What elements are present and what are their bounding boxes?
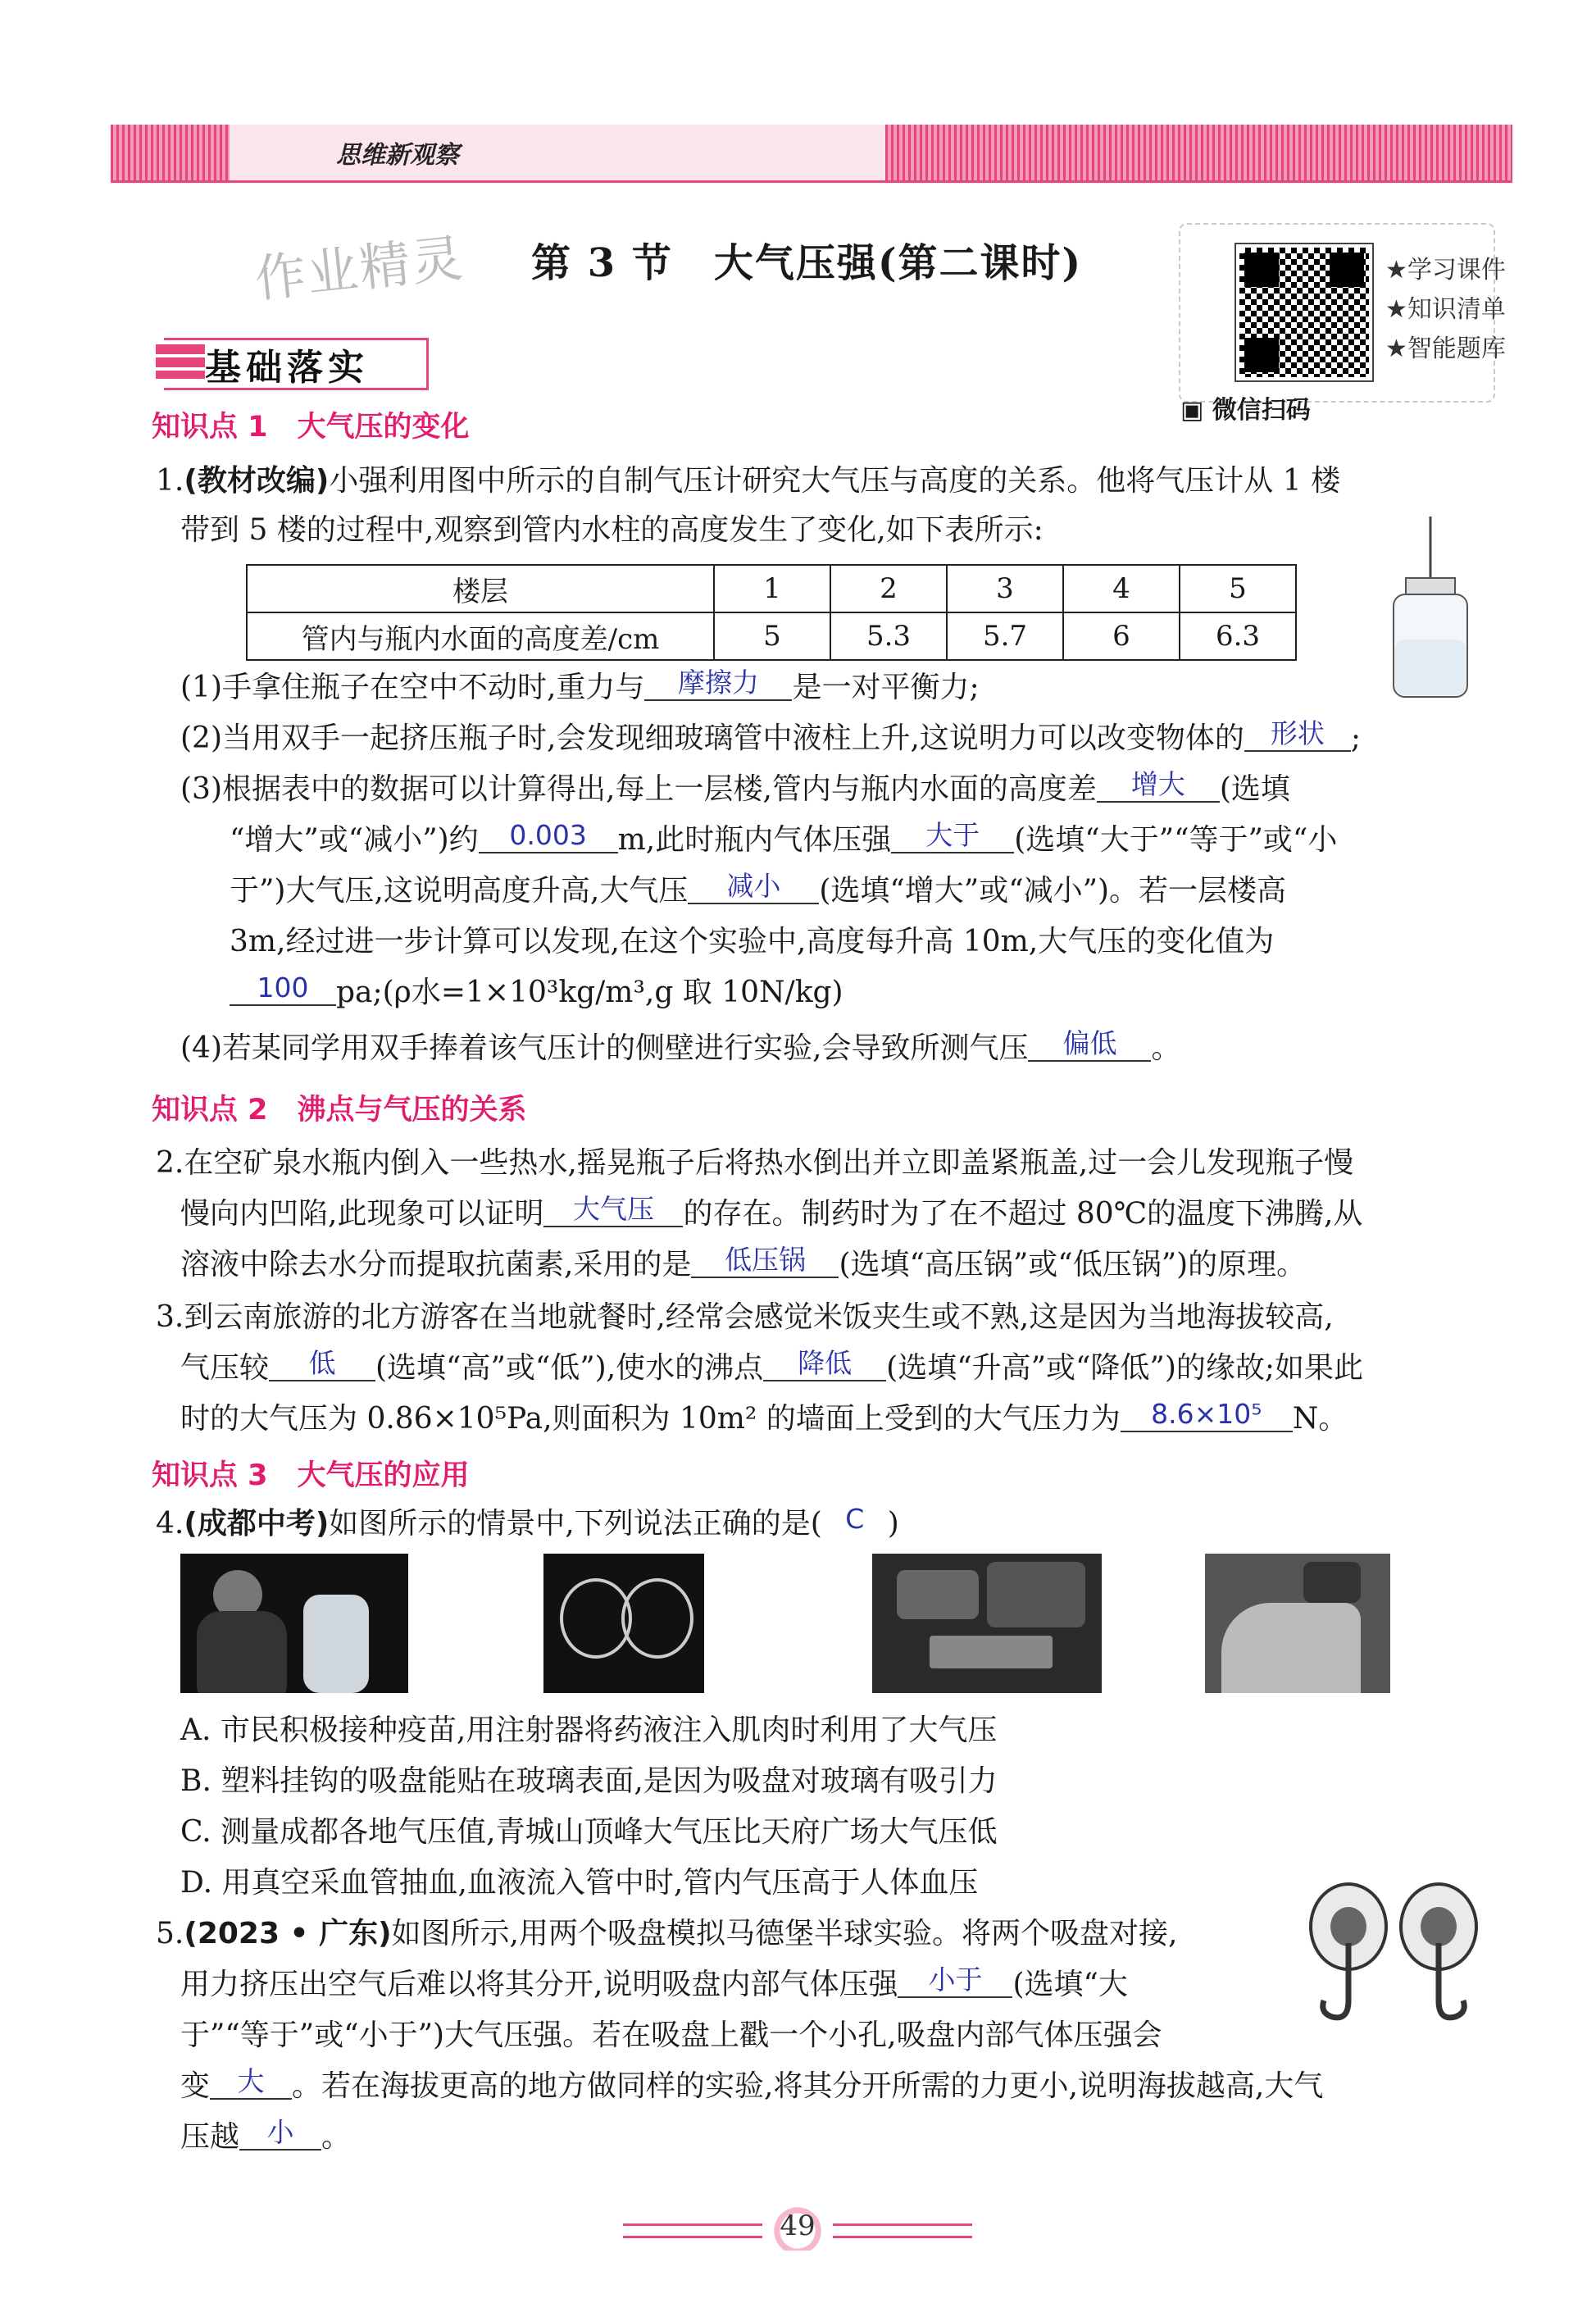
table-cell: 5 <box>1180 565 1296 612</box>
knowledge-point-1: 知识点 1 大气压的变化 <box>152 411 470 444</box>
qr-code-icon[interactable] <box>1236 244 1372 380</box>
footer-decoration-left <box>623 2223 762 2238</box>
table-cell: 5.3 <box>830 612 947 660</box>
q2-line2: 慢向内凹陷,此现象可以证明 大气压 的存在。制药时为了在不超过 80℃的温度下沸腾,从 <box>180 1193 1363 1231</box>
q1-sub3-line3: 于”)大气压,这说明高度升高,大气压 减小 (选填“增大”或“减小”)。若一层楼高 <box>230 870 1287 908</box>
q5-line1: 5.(2023 • 广东)如图所示,用两个吸盘模拟马德堡半球实验。将两个吸盘对接, <box>156 1917 1178 1950</box>
answer-blank[interactable]: 大于 <box>891 819 1014 853</box>
answer-blank[interactable]: 低压锅 <box>691 1244 839 1278</box>
qr-item: ★学习课件 <box>1385 256 1506 284</box>
q4-option-a[interactable]: A. 市民积极接种疫苗,用注射器将药液注入肌肉时利用了大气压 <box>180 1714 998 1747</box>
q1-sub3-line4: 3m,经过进一步计算可以发现,在这个实验中,高度每升高 10m,大气压的变化值为 <box>230 925 1275 958</box>
q1-sub3-line2: “增大”或“减小”)约 0.003 m,此时瓶内气体压强 大于 (选填“大于”“等于”或“小 <box>230 819 1338 857</box>
q5-line2: 用力挤压出空气后难以将其分开,说明吸盘内部气体压强 小于 (选填“大 <box>180 1964 1128 2001</box>
table-row <box>247 565 1296 612</box>
knowledge-point-3: 知识点 3 大气压的应用 <box>152 1459 470 1492</box>
q4-stem: 4.(成都中考)如图所示的情景中,下列说法正确的是( C ) <box>156 1503 899 1541</box>
q1-sub3-line5: 100 pa;(ρ水=1×10³kg/m³,g 取 10N/kg) <box>230 969 843 1011</box>
photo-vaccination <box>180 1554 408 1693</box>
answer-blank[interactable]: 低 <box>269 1347 375 1381</box>
answer-blank[interactable]: 大气压 <box>543 1193 683 1227</box>
page-title: 第 3 节 大气压强(第二课时) <box>531 240 1083 286</box>
q5-line3: 于”“等于”或“小于”)大气压强。若在吸盘上戳一个小孔,吸盘内部气体压强会 <box>180 2019 1162 2052</box>
answer-blank[interactable]: 100 <box>230 972 336 1006</box>
qr-item: ★知识清单 <box>1385 295 1506 324</box>
q3-line1: 3.到云南旅游的北方游客在当地就餐时,经常会感觉米饭夹生或不熟,这是因为当地海拔较高, <box>156 1300 1334 1334</box>
answer-blank[interactable]: 0.003 <box>479 819 618 853</box>
q1-sub4: (4)若某同学用双手捧着该气压计的侧壁进行实验,会导致所测气压 偏低 。 <box>180 1027 1181 1065</box>
answer-blank[interactable]: 摩擦力 <box>644 667 792 701</box>
q5-line5: 压越 小 。 <box>180 2116 352 2154</box>
photo-suction-hooks <box>543 1554 704 1693</box>
qr-caption: ▣ 微信扫码 <box>1180 396 1311 425</box>
answer-blank[interactable]: 偏低 <box>1028 1027 1151 1062</box>
header-label: 思维新观察 <box>230 125 885 180</box>
footer-decoration-right <box>833 2223 972 2238</box>
answer-choice[interactable]: C <box>845 1503 865 1535</box>
q4-option-b[interactable]: B. 塑料挂钩的吸盘能贴在玻璃表面,是因为吸盘对玻璃有吸引力 <box>180 1764 998 1798</box>
answer-blank[interactable]: 增大 <box>1097 768 1220 803</box>
qr-feature-list <box>1385 251 1506 369</box>
data-table <box>246 564 1297 661</box>
table-cell: 2 <box>830 565 947 612</box>
q4-option-d[interactable]: D. 用真空采血管抽血,血液流入管中时,管内气压高于人体血压 <box>180 1866 979 1900</box>
table-row <box>247 612 1296 660</box>
q1-sub2: (2)当用双手一起挤压瓶子时,会发现细玻璃管中液柱上升,这说明力可以改变物体的 形状 ; <box>180 717 1362 755</box>
q1-line1: 1.(教材改编)小强利用图中所示的自制气压计研究大气压与高度的关系。他将气压计从 1 楼 <box>156 464 1341 498</box>
table-cell: 4 <box>1063 565 1180 612</box>
suction-cups-icon <box>1299 1877 1488 2058</box>
q1-line2: 带到 5 楼的过程中,观察到管内水柱的高度发生了变化,如下表所示: <box>180 513 1044 547</box>
q3-line2: 气压较 低 (选填“高”或“低”),使水的沸点 降低 (选填“升高”或“降低”)的缘故;如果此 <box>180 1347 1364 1385</box>
page-number: 49 <box>772 2201 823 2251</box>
answer-blank[interactable]: 小 <box>239 2116 321 2151</box>
table-cell: 5.7 <box>947 612 1063 660</box>
q4-option-c[interactable]: C. 测量成都各地气压值,青城山顶峰大气压比天府广场大气压低 <box>180 1815 998 1849</box>
q1-sub3-line1: (3)根据表中的数据可以计算得出,每上一层楼,管内与瓶内水面的高度差 增大 (选填 <box>180 768 1290 806</box>
table-header-cell: 楼层 <box>247 565 714 612</box>
q2-line1: 2.在空矿泉水瓶内倒入一些热水,摇晃瓶子后将热水倒出并立即盖紧瓶盖,过一会儿发现瓶子慢 <box>156 1146 1354 1180</box>
answer-blank[interactable]: 小于 <box>898 1964 1012 1998</box>
table-cell: 6 <box>1063 612 1180 660</box>
header-divider <box>111 180 1512 183</box>
answer-blank[interactable]: 降低 <box>763 1347 886 1381</box>
table-cell: 1 <box>714 565 830 612</box>
section-heading: 基础落实 <box>205 347 369 389</box>
table-cell: 5 <box>714 612 830 660</box>
table-cell: 6.3 <box>1180 612 1296 660</box>
barometer-bottle-icon <box>1385 508 1476 705</box>
qr-item: ★智能题库 <box>1385 335 1506 363</box>
scan-icon: ▣ <box>1180 396 1212 425</box>
answer-blank[interactable]: 减小 <box>688 870 819 904</box>
table-cell: 3 <box>947 565 1063 612</box>
watermark-logo: 作业精灵 <box>252 227 467 310</box>
knowledge-point-2: 知识点 2 沸点与气压的关系 <box>152 1094 527 1126</box>
q5-line4: 变 大 。若在海拔更高的地方做同样的实验,将其分开所需的力更小,说明海拔越高,大气 <box>180 2065 1324 2103</box>
photo-blood-draw <box>1205 1554 1390 1693</box>
answer-blank[interactable]: 8.6×10⁵ <box>1121 1398 1293 1432</box>
photo-mountain-temple <box>872 1554 1102 1693</box>
table-header-cell: 管内与瓶内水面的高度差/cm <box>247 612 714 660</box>
answer-blank[interactable]: 大 <box>210 2065 292 2100</box>
q3-line3: 时的大气压为 0.86×10⁵Pa,则面积为 10m² 的墙面上受到的大气压力为 8.6×10⁵ N。 <box>180 1398 1348 1436</box>
answer-blank[interactable]: 形状 <box>1244 717 1351 752</box>
q2-line3: 溶液中除去水分而提取抗菌素,采用的是 低压锅 (选填“高压锅”或“低压锅”)的原理。 <box>180 1244 1307 1281</box>
q1-sub1: (1)手拿住瓶子在空中不动时,重力与 摩擦力 是一对平衡力; <box>180 667 980 704</box>
